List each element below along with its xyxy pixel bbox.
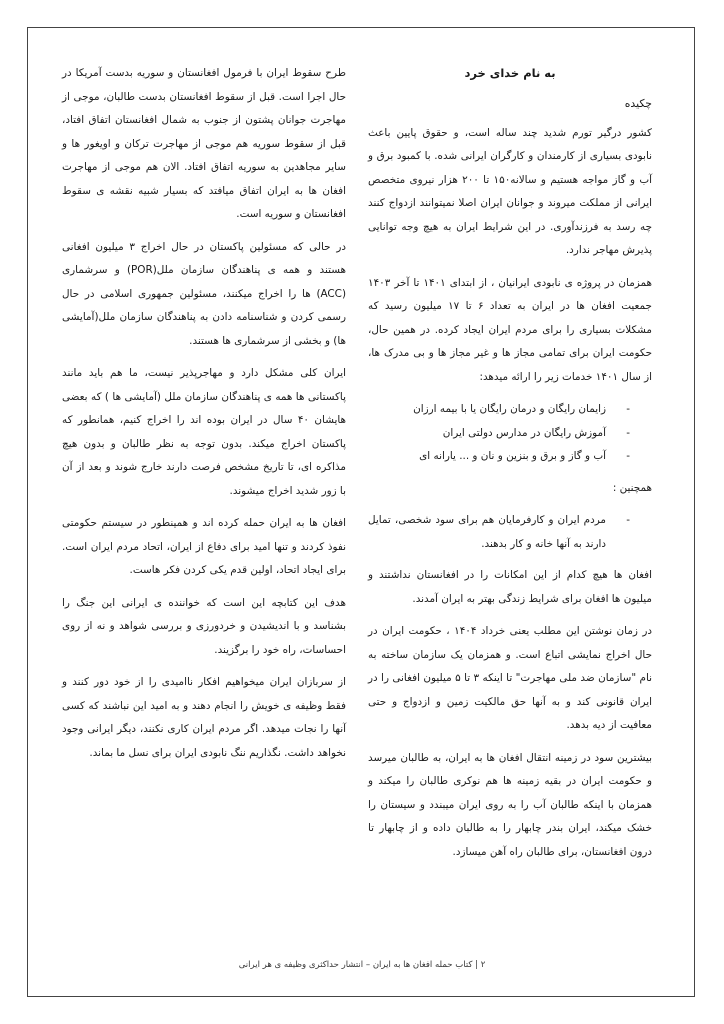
also-label: همچنین :: [612, 481, 652, 494]
paragraph: افغان ها به ایران حمله کرده اند و همینطور در سیستم حکومتی نفوذ کردند و تنها امید برای دفاع از ایران، اتحاد مردم ایران است. برای ایجاد اتحاد، اولین قدم یکی کردن فکر هاست.: [62, 517, 346, 576]
list-item: - آموزش رایگان در مدارس دولتی ایران: [368, 422, 630, 446]
left-column: [62, 62, 346, 774]
paragraph: هدف این کتابچه این است که خواننده ی ایرانی این جنگ را بشناسد و با اندیشیدن و خردورزی و بررسی شواهد و نه از روی احساسات، راه خود را برگزیند.: [62, 596, 346, 656]
right-column: [368, 62, 652, 873]
paragraph: در زمان نوشتن این مطلب یعنی خرداد ۱۴۰۴ ، حکومت ایران در حال اخراج نمایشی اتباع است. و همزمان یک سازمان ساخته به نام "سازمان ضد ملی مهاجرت" تا اینکه ۳ تا ۵ میلیون افغانی را در ایران قانونی کند و به آنها حق مالکیت زمین و ازدواج و حتی معافیت از دیه بدهد.: [368, 625, 653, 731]
paragraph: کشور درگیر تورم شدید چند ساله است، و حقوق پایین باعث نابودی بسیاری از کارمندان و کارگران ایرانی شده. با کمبود برق و آب و گاز مواجه هستیم و سالانه۱۵۰ تا ۲۰۰ هزار نیروی متخصص ایرانی از مملکت میروند و جوانان ایران اصلا نمیتوانند ازدواج کنند چه رسد به فرزندآوری. در این شرایط ایران به هیچ وجه توانایی پذیرش مهاجر ندارد.: [368, 126, 652, 256]
also-list: [368, 509, 652, 556]
paragraph: در حالی که مسئولین پاکستان در حال اخراج ۳ میلیون افغانی هستند و همه ی پناهندگان سازمان ملل(POR) و سرشماری (ACC) ها را اخراج میکنند، مسئولین جمهوری اسلامی در حال رسمی کردن و شناسنامه دادن به پناهندگان سازمان ملل(آمایشی ها) و بخشی از سرشماری ها هستند.: [62, 240, 347, 347]
services-list: [368, 398, 652, 469]
document-title: به نام خدای خرد: [464, 66, 556, 80]
abstract-heading: چکیده: [624, 97, 652, 110]
list-item: - زایمان رایگان و درمان رایگان یا با بیمه ارزان: [368, 398, 630, 422]
paragraph: ایران کلی مشکل دارد و مهاجرپذیر نیست، ما هم باید مانند پاکستانی ها همه ی پناهندگان سازمان ملل (آمایشی ها ) که بعضی هایشان ۴۰ سال در ایران بوده اند را اخراج کنیم، همانطور که پاکستان اخراج میکند. بدون توجه به نظر طالبان و بدون هیچ مذاکره ای، تا تاریخ مشخص فرصت دارند خارج شوند و بعد از آن با زور شدید اخراج میشوند.: [62, 367, 347, 497]
paragraph: بیشترین سود در زمینه انتقال افغان ها به ایران، به طالبان میرسد و حکومت ایران در بقیه زمینه ها هم نوکری طالبان را میکند و همزمان با اینکه طالبان آب را به روی ایران میبندد و سیستان را خشک میکند، ایران بندر چابهار را به طالبان داده و از چابهار تا درون افغانستان، برای طالبان راه آهن میسازد.: [368, 751, 652, 858]
paragraph: افغان ها هیچ کدام از این امکانات را در افغانستان نداشتند و میلیون ها افغان برای شرایط زندگی بهتر به ایران آمدند.: [368, 569, 652, 605]
page-footer: ۲ | کتاب حمله افغان ها به ایران – انتشار حداکثری وظیفه ی هر ایرانی: [238, 960, 486, 970]
paragraph: همزمان در پروژه ی نابودی ایرانیان ، از ابتدای ۱۴۰۱ تا آخر ۱۴۰۳ جمعیت افغان ها در ایران به تعداد ۶ تا ۱۷ میلیون رسید که مشکلات بسیاری را برای مردم ایران ایجاد کرده. در همین حال، حکومت ایران برای تمامی مجاز ها و غیر مجاز ها و بی مدرک ها، از سال ۱۴۰۱ خدمات زیر را ارائه میدهد:: [368, 276, 652, 383]
list-item: - مردم ایران و کارفرمایان هم برای سود شخصی، تمایل دارند به آنها خانه و کار بدهند.: [368, 509, 630, 556]
paragraph: از سربازان ایران میخواهیم افکار ناامیدی را از خود دور کنند و فقط وظیفه ی خویش را انجام دهند و به امید این نباشند که کسی آنها را نجات میدهد. اگر مردم ایران کاری نکنند، دیگر ایرانی وجود نخواهد داشت. نگذاریم ننگ نابودی ایران برای نسل ما بماند.: [62, 676, 346, 759]
paragraph: طرح سقوط ایران با فرمول افغانستان و سوریه بدست آمریکا در حال اجرا است. قبل از سقوط افغانستان بدست طالبان، موجی از مهاجرت جوانان پشتون از جنوب به شمال افغانستان اتفاق افتاد، قبل از سقوط سوریه هم موجی از مهاجرت ترکان و اویغور ها و سایر مجاهدین به سوریه اتفاق افتاد. الان هم موجی از مهاجرت افغان ها به ایران اتفاق میافتد که بسیار شبیه نقشه ی سقوط افغانستان و سوریه است.: [62, 67, 346, 220]
list-item: - آب و گاز و برق و بنزین و نان و ... یارانه ای: [368, 445, 630, 469]
